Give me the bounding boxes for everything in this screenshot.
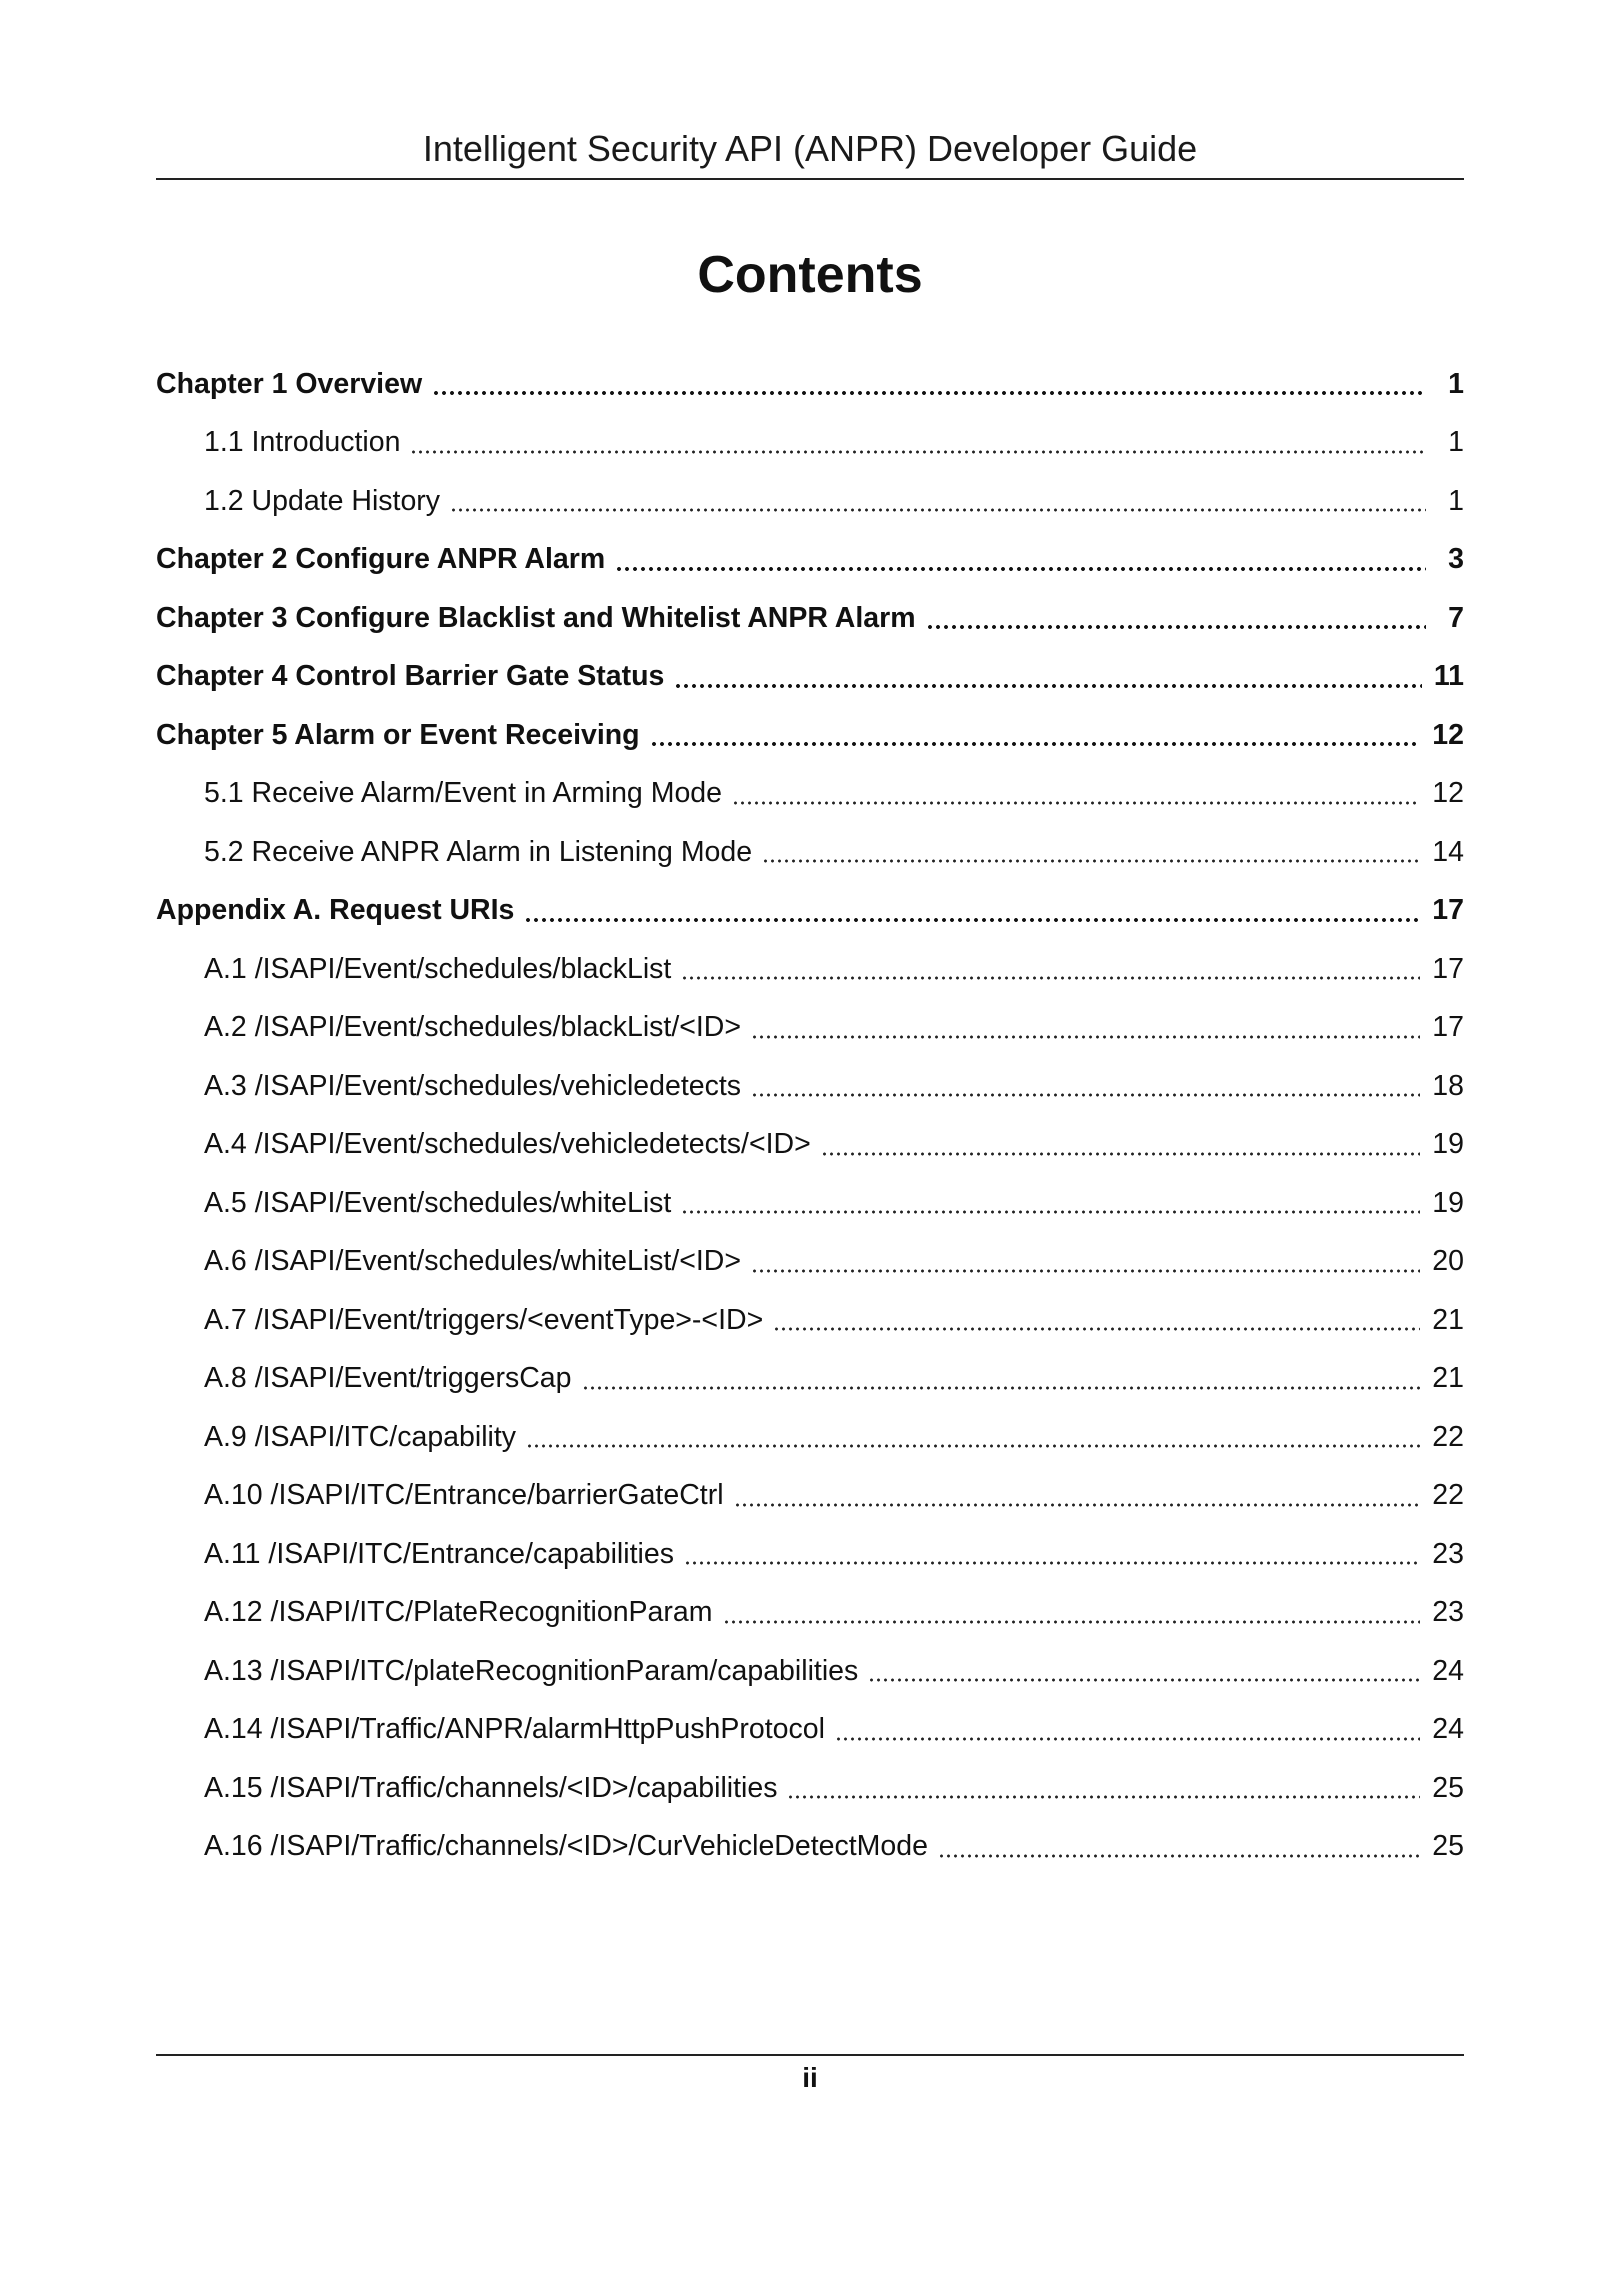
toc-entry-page-number[interactable]: 3	[1448, 543, 1464, 576]
toc-dot-leader	[773, 1306, 1420, 1334]
toc-dot-leader	[410, 429, 1426, 457]
toc-entry-label[interactable]: Appendix A. Request URIs	[156, 894, 515, 927]
toc-entry-label[interactable]: 5.2 Receive ANPR Alarm in Listening Mode	[204, 835, 753, 868]
toc-entry-page-number[interactable]: 24	[1432, 1654, 1464, 1687]
toc-entry[interactable]	[156, 472, 1464, 531]
toc-entry-label[interactable]: A.7 /ISAPI/Event/triggers/<eventType>-<ID>	[204, 1303, 764, 1336]
toc-entry-label[interactable]: A.5 /ISAPI/Event/schedules/whiteList	[204, 1186, 672, 1219]
toc-entry[interactable]	[156, 1701, 1464, 1760]
toc-entry[interactable]	[156, 999, 1464, 1058]
toc-dot-leader	[684, 1540, 1420, 1568]
toc-dot-leader	[762, 838, 1420, 866]
toc-entry-page-number[interactable]: 18	[1432, 1069, 1464, 1102]
toc-entry-label[interactable]: Chapter 2 Configure ANPR Alarm	[156, 543, 606, 576]
toc-entry-page-number[interactable]: 21	[1432, 1303, 1464, 1336]
toc-entry-label[interactable]: 1.1 Introduction	[204, 426, 401, 459]
toc-entry-page-number[interactable]: 19	[1432, 1186, 1464, 1219]
contents-heading: Contents	[697, 246, 923, 304]
toc-entry-label[interactable]: A.11 /ISAPI/ITC/Entrance/capabilities	[204, 1537, 674, 1570]
toc-dot-leader	[751, 1072, 1420, 1100]
toc-entry-page-number[interactable]: 21	[1432, 1362, 1464, 1395]
toc-dot-leader	[432, 370, 1426, 398]
toc-dot-leader	[868, 1657, 1420, 1685]
toc-entry[interactable]	[156, 940, 1464, 999]
toc-dot-leader	[526, 1423, 1420, 1451]
toc-dot-leader	[650, 721, 1421, 749]
toc-dot-leader	[938, 1833, 1420, 1861]
toc-entry-page-number[interactable]: 25	[1432, 1771, 1464, 1804]
toc-entry[interactable]	[156, 589, 1464, 648]
toc-entry[interactable]	[156, 414, 1464, 473]
table-of-contents	[156, 355, 1464, 1876]
toc-dot-leader	[787, 1774, 1420, 1802]
toc-entry-page-number[interactable]: 22	[1432, 1479, 1464, 1512]
toc-entry-page-number[interactable]: 23	[1432, 1596, 1464, 1629]
toc-entry[interactable]	[156, 823, 1464, 882]
toc-dot-leader	[615, 546, 1426, 574]
toc-entry[interactable]	[156, 1467, 1464, 1526]
toc-entry-page-number[interactable]: 1	[1448, 426, 1464, 459]
running-header: Intelligent Security API (ANPR) Developer Guide	[422, 128, 1198, 169]
toc-entry-label[interactable]: A.10 /ISAPI/ITC/Entrance/barrierGateCtrl	[204, 1479, 724, 1512]
toc-entry-label[interactable]: A.6 /ISAPI/Event/schedules/whiteList/<ID>	[204, 1245, 742, 1278]
toc-entry[interactable]	[156, 648, 1464, 707]
toc-dot-leader	[524, 897, 1420, 925]
toc-entry[interactable]	[156, 531, 1464, 590]
toc-entry-page-number[interactable]: 7	[1448, 601, 1464, 634]
toc-entry-label[interactable]: A.13 /ISAPI/ITC/plateRecognitionParam/capabilities	[204, 1654, 859, 1687]
toc-entry-page-number[interactable]: 17	[1432, 1011, 1464, 1044]
toc-dot-leader	[732, 780, 1420, 808]
toc-entry[interactable]	[156, 355, 1464, 414]
toc-entry-page-number[interactable]: 22	[1432, 1420, 1464, 1453]
toc-entry-page-number[interactable]: 1	[1448, 367, 1464, 400]
toc-entry-page-number[interactable]: 12	[1432, 718, 1464, 751]
toc-dot-leader	[835, 1716, 1420, 1744]
toc-dot-leader	[821, 1131, 1421, 1159]
toc-entry-label[interactable]: Chapter 1 Overview	[156, 367, 423, 400]
toc-entry[interactable]	[156, 1584, 1464, 1643]
toc-entry[interactable]	[156, 1642, 1464, 1701]
toc-dot-leader	[681, 955, 1420, 983]
toc-entry[interactable]	[156, 1408, 1464, 1467]
toc-entry[interactable]	[156, 882, 1464, 941]
toc-entry-page-number[interactable]: 11	[1433, 660, 1464, 693]
toc-entry[interactable]	[156, 1291, 1464, 1350]
toc-entry-label[interactable]: A.14 /ISAPI/Traffic/ANPR/alarmHttpPushProtocol	[204, 1713, 825, 1746]
toc-dot-leader	[582, 1365, 1421, 1393]
toc-dot-leader	[681, 1189, 1420, 1217]
toc-entry-page-number[interactable]: 24	[1432, 1713, 1464, 1746]
toc-entry-page-number[interactable]: 23	[1432, 1537, 1464, 1570]
toc-dot-leader	[674, 663, 1421, 691]
toc-entry-page-number[interactable]: 25	[1432, 1830, 1464, 1863]
toc-entry[interactable]	[156, 1057, 1464, 1116]
toc-entry-label[interactable]: A.2 /ISAPI/Event/schedules/blackList/<ID>	[204, 1011, 742, 1044]
toc-entry-label[interactable]: A.8 /ISAPI/Event/triggersCap	[204, 1362, 572, 1395]
toc-entry[interactable]	[156, 1525, 1464, 1584]
toc-entry-label[interactable]: A.16 /ISAPI/Traffic/channels/<ID>/CurVehicleDetectMode	[204, 1830, 928, 1863]
toc-entry-page-number[interactable]: 12	[1432, 777, 1464, 810]
toc-entry-label[interactable]: A.15 /ISAPI/Traffic/channels/<ID>/capabilities	[204, 1771, 778, 1804]
toc-dot-leader	[751, 1014, 1420, 1042]
toc-entry[interactable]	[156, 765, 1464, 824]
toc-entry[interactable]	[156, 706, 1464, 765]
toc-dot-leader	[723, 1599, 1421, 1627]
toc-entry[interactable]	[156, 1233, 1464, 1292]
toc-entry-label[interactable]: A.4 /ISAPI/Event/schedules/vehicledetects/<ID>	[204, 1128, 811, 1161]
toc-entry[interactable]	[156, 1116, 1464, 1175]
toc-entry-page-number[interactable]: 14	[1432, 835, 1464, 868]
toc-entry-label[interactable]: 5.1 Receive Alarm/Event in Arming Mode	[204, 777, 722, 810]
toc-entry-label[interactable]: 1.2 Update History	[204, 484, 441, 517]
footer-divider	[156, 2054, 1464, 2056]
toc-entry-label[interactable]: Chapter 5 Alarm or Event Receiving	[156, 718, 640, 751]
toc-entry-page-number[interactable]: 1	[1448, 484, 1464, 517]
footer-page-number: ii	[802, 2062, 818, 2093]
toc-entry-page-number[interactable]: 19	[1432, 1128, 1464, 1161]
toc-dot-leader	[751, 1248, 1420, 1276]
toc-dot-leader	[734, 1482, 1421, 1510]
toc-entry[interactable]	[156, 1350, 1464, 1409]
toc-entry-label[interactable]: Chapter 4 Control Barrier Gate Status	[156, 660, 665, 693]
header-divider	[156, 178, 1464, 180]
toc-entry[interactable]	[156, 1759, 1464, 1818]
toc-entry-label[interactable]: Chapter 3 Configure Blacklist and Whitelist ANPR Alarm	[156, 601, 916, 634]
toc-entry-label[interactable]: A.12 /ISAPI/ITC/PlateRecognitionParam	[204, 1596, 713, 1629]
toc-entry-label[interactable]: A.3 /ISAPI/Event/schedules/vehicledetects	[204, 1069, 742, 1102]
toc-entry-page-number[interactable]: 17	[1432, 952, 1464, 985]
toc-entry-page-number[interactable]: 17	[1432, 894, 1464, 927]
toc-entry-label[interactable]: A.1 /ISAPI/Event/schedules/blackList	[204, 952, 672, 985]
toc-entry-label[interactable]: A.9 /ISAPI/ITC/capability	[204, 1420, 517, 1453]
toc-dot-leader	[450, 487, 1426, 515]
toc-entry[interactable]	[156, 1174, 1464, 1233]
toc-dot-leader	[926, 604, 1426, 632]
toc-entry[interactable]	[156, 1818, 1464, 1877]
toc-entry-page-number[interactable]: 20	[1432, 1245, 1464, 1278]
